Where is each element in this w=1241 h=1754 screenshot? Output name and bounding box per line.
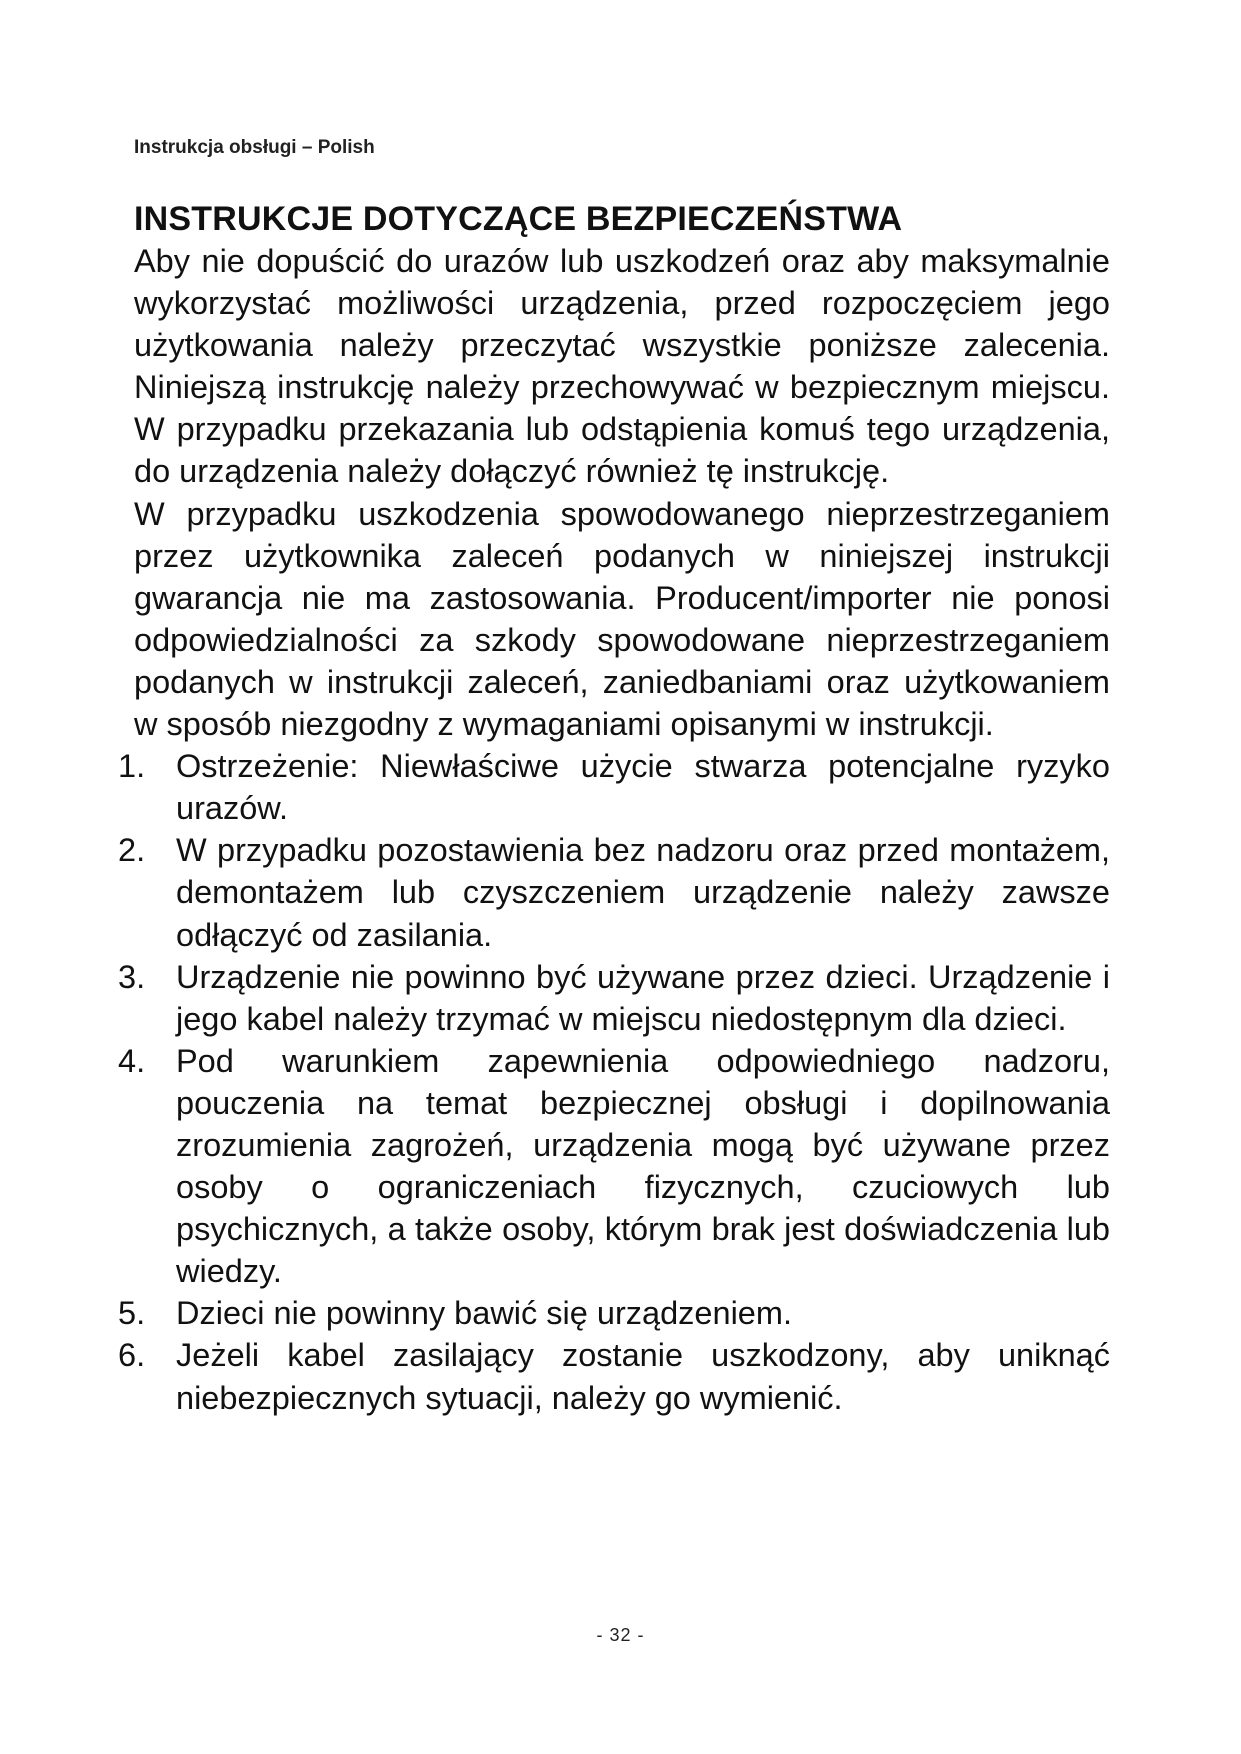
warning-text-2: W przypadku pozostawienia bez nadzoru oraz przed montażem, demontażem lub czyszczeniem urządzenie należy zawsze odłączyć od zasilania. (176, 832, 1110, 953)
warning-item-4 (118, 1040, 1110, 1293)
warning-text-3: Urządzenie nie powinno być używane przez dzieci. Urządzenie i jego kabel należy trzymać w miejscu niedostępnym dla dzieci. (176, 958, 1110, 1037)
warning-item-5 (118, 1292, 1110, 1334)
safety-content (118, 198, 1110, 1618)
warning-number-4: 4. (118, 1042, 146, 1079)
warning-text-4: Pod warunkiem zapewnienia odpowiedniego nadzoru, pouczenia na temat bezpiecznej obsługi i dopilnowania zrozumienia zagrożeń, urządzenia mogą być używane przez osoby o ograniczeniach fizycznych, czuciowych lub psychicznych, a także osoby, którym brak jest doświadczenia lub wiedzy. (176, 1042, 1110, 1290)
page-number: - 32 - (596, 1625, 645, 1645)
warning-item-2 (118, 829, 1110, 955)
safety-warnings-list (118, 745, 1110, 1419)
warning-item-6 (118, 1334, 1110, 1418)
warning-number-6: 6. (118, 1337, 146, 1374)
warning-number-5: 5. (118, 1295, 146, 1332)
manual-language-header: Instrukcja obsługi – Polish (134, 137, 375, 158)
warning-number-1: 1. (118, 748, 146, 785)
warning-number-2: 2. (118, 832, 146, 869)
warning-text-5: Dzieci nie powinny bawić się urządzeniem. (176, 1295, 792, 1332)
warning-number-3: 3. (118, 958, 146, 995)
warning-text-1: Ostrzeżenie: Niewłaściwe użycie stwarza potencjalne ryzyko urazów. (176, 748, 1110, 827)
warning-item-3 (118, 956, 1110, 1040)
warning-text-6: Jeżeli kabel zasilający zostanie uszkodzony, aby uniknąć niebezpiecznych sytuacji, należy go wymienić. (176, 1337, 1110, 1416)
safety-intro-paragraph-2: W przypadku uszkodzenia spowodowanego nieprzestrzeganiem przez użytkownika zaleceń podanych w niniejszej instrukcji gwarancja nie ma zastosowania. Producent/importer nie ponosi odpowiedzialności za szkody spowodowane nieprzestrzeganiem podanych w instrukcji zaleceń, zaniedbaniami oraz użytkowaniem w sposób niezgodny z wymaganiami opisanymi w instrukcji. (134, 495, 1110, 743)
warning-item-1 (118, 745, 1110, 829)
safety-intro-paragraph-1: Aby nie dopuścić do urazów lub uszkodzeń oraz aby maksymalnie wykorzystać możliwości urządzenia, przed rozpoczęciem jego użytkowania należy przeczytać wszystkie poniższe zalecenia. Niniejszą instrukcję należy przechowywać w bezpiecznym miejscu. W przypadku przekazania lub odstąpienia komuś tego urządzenia, do urządzenia należy dołączyć również tę instrukcję. (134, 243, 1110, 490)
safety-title: INSTRUKCJE DOTYCZĄCE BEZPIECZEŃSTWA (134, 200, 903, 238)
